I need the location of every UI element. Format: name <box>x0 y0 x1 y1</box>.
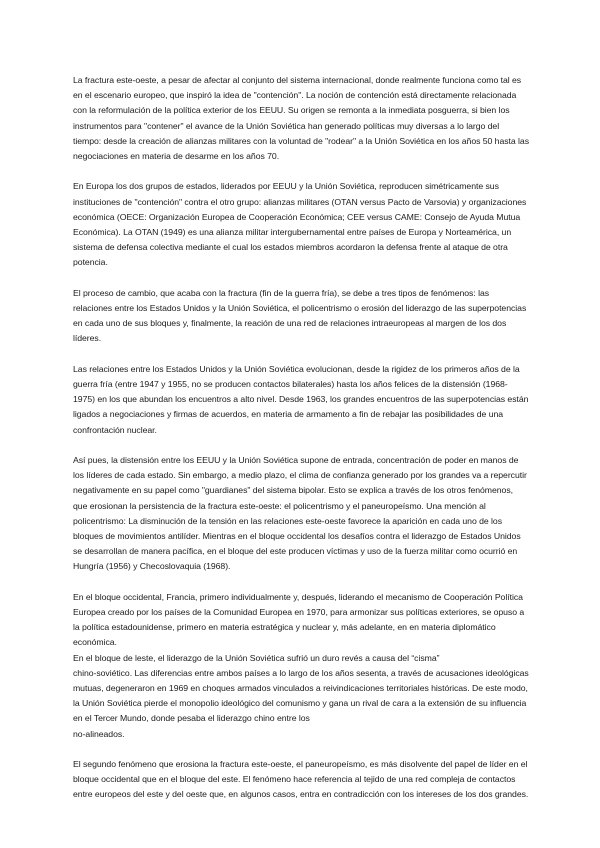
paragraph-grupos-estados: En Europa los dos grupos de estados, liderados por EEUU y la Unión Soviética, reproducen simétricamente sus instituciones de "contención" contra el otro grupo: alianzas militares (OTAN versus Pacto de Varsovia) y organizaciones económica (OECE: Organización Europea de Cooperación Económica; CEE versus CAME: Consejo de Ayuda Mutua Económica). La OTAN (1949) es una alianza militar intergubernamental entre países de Europa y Norteamérica, un sistema de defensa colectiva mediante el cual los estados miembros acordaron la defensa frente al ataque de otra potencia. <box>73 181 527 268</box>
paragraph-bloque-este: En el bloque de leste, el liderazgo de la Unión Soviética sufrió un duro revés a causa del “cisma” chino-soviético. Las diferencias entre ambos países a lo largo de los años sesenta, a través de acusaciones ideológicas mutuas, degeneraron en 1969 en choques armados vinculados a reivindicaciones territoriales históricas. De este modo, la Unión Soviética pierde el monopolio ideológico del comunismo y gana un rival de cara a la extensión de su influencia en el Tercer Mundo, donde pesaba el liderazgo chino entre los no-alineados. <box>73 652 529 739</box>
paragraph-distension-policentrismo: Así pues, la distensión entre los EEUU y la Unión Soviética supone de entrada, concentración de poder en manos de los líderes de cada estado. Sin embargo, a medio plazo, el clima de confianza generado por los grandes va a repercutir negativamente en su papel como "guardianes" del sistema bipolar. Esto se explica a través de los otros fenómenos, que erosionan la persistencia de la fractura este-oeste: el policentrismo y el paneuropeísmo. Una mención al policentrismo: La disminución de la tensión en las relaciones este-oeste favorece la aparición en cada uno de los bloques de movimientos antilíder. Mientras en el bloque occidental los desafíos contra el liderazgo de Estados Unidos se desarrollan de manera pacífica, en el bloque del este producen víctimas y uso de la fuerza militar como ocurrió en Hungría (1956) y Checoslovaquia (1968). <box>73 455 527 572</box>
paragraph-fractura-contencion: La fractura este-oeste, a pesar de afectar al conjunto del sistema internacional, donde realmente funciona como tal es en el escenario europeo, que inspiró la idea de "contención". La noción de contención está directamente relacionada con la reformulación de la política exterior de los EEUU. Su origen se remonta a la inmediata posguerra, si bien los instrumentos para "contener" el avance de la Unión Soviética han generado políticas muy diversas a lo largo del tiempo: desde la creación de alianzas militares con la voluntad de "rodear" a la Unión Soviética en los años 50 hasta las negociaciones en materia de desarme en los años 70. <box>73 75 530 162</box>
paragraph-paneuropeismo: El segundo fenómeno que erosiona la fractura este-oeste, el paneuropeísmo, es más disolvente del papel de líder en el bloque occidental que en el bloque del este. El fenómeno hace referencia al tejido de una red compleja de contactos entre europeos del este y del oeste que, en algunos casos, entra en contradicción con los intereses de los dos grandes. <box>73 759 529 800</box>
paragraph-proceso-cambio: El proceso de cambio, que acaba con la fractura (fin de la guerra fría), se debe a tres tipos de fenómenos: las relaciones entre los Estados Unidos y la Unión Soviética, el policentrismo o erosión del liderazgo de las superpotencias en cada uno de sus bloques y, finalmente, la reación de una red de relaciones intraeuropeas al margen de los dos líderes. <box>73 287 527 344</box>
document-body <box>73 73 529 818</box>
paragraph-bloque-occidental: En el bloque occidental, Francia, primero individualmente y, después, liderando el mecanismo de Cooperación Política Europea creado por los países de la Comunidad Europea en 1970, para armonizar sus políticas exteriores, se opuso a la política estadounidense, primero en materia estratégica y nuclear y, más adelante, en en materia diplomático económica. <box>73 591 525 648</box>
paragraph-relaciones-eeuu-urss: Las relaciones entre los Estados Unidos y la Unión Soviética evolucionan, desde la rigidez de los primeros años de la guerra fría (entre 1947 y 1955, no se producen contactos bilaterales) hasta los años felices de la distensión (1968-1975) en los que abundan los encuentros a alto nivel. Desde 1963, los grandes encuentros de las superpotencias están ligados a negociaciones y firmas de acuerdos, en materia de armamento a fin de rebajar las posibilidades de una confrontación nuclear. <box>73 363 529 435</box>
